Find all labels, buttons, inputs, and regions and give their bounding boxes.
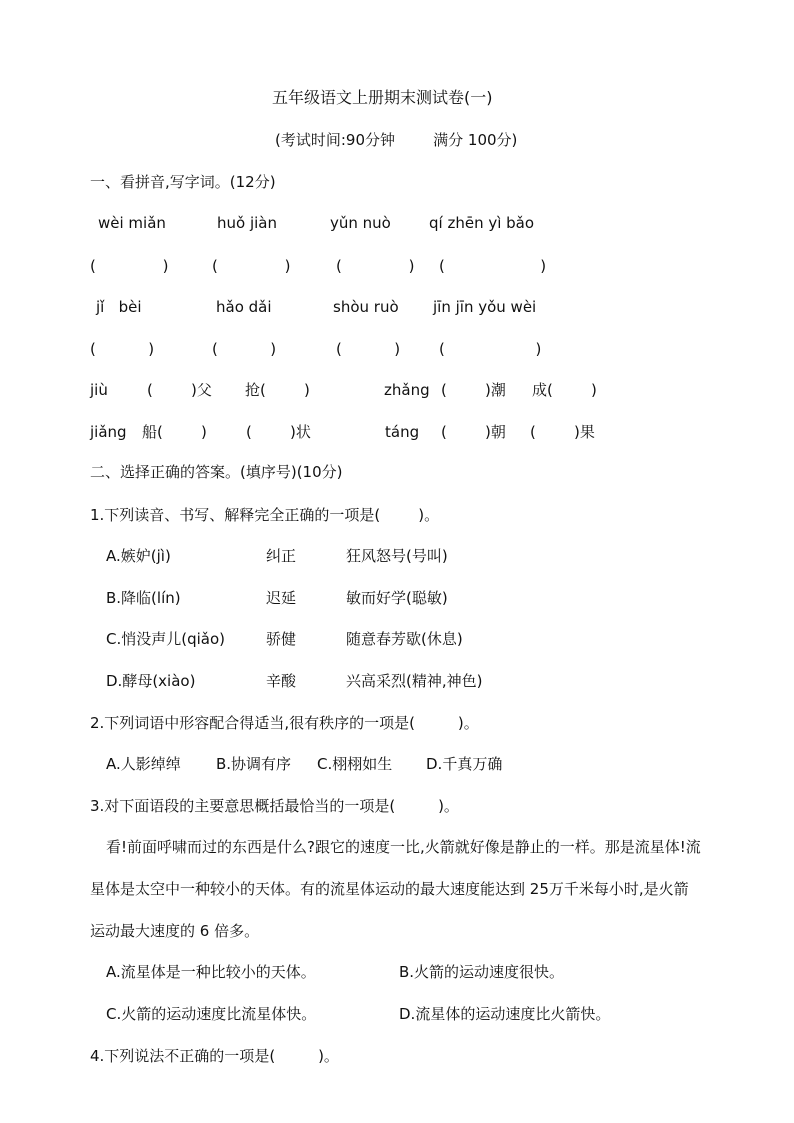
pinyin-item: jǐ bèi (96, 298, 142, 316)
q3-option-c[interactable]: C.火箭的运动速度比流星体快。 (106, 1005, 317, 1023)
answer-blank[interactable]: ( )父 (147, 381, 212, 399)
q1-option-b-idiom: 敏而好学(聪敏) (346, 589, 448, 607)
pinyin-item: wèi miǎn (98, 214, 166, 232)
answer-blank[interactable]: ( )潮 (441, 381, 506, 399)
answer-blank[interactable]: 抢( ) (245, 381, 310, 399)
q3-passage: 看!前面呼啸而过的东西是什么?跟它的速度一比,火箭就好像是静止的一样。那是流星体!流星体是太空中一种较小的天体。有的流星体运动的最大速度能达到 25万千米每小时,是火箭运动最大速度的 6 倍多。 (90, 838, 701, 940)
answer-blank[interactable]: ( ) (336, 257, 415, 275)
answer-blank[interactable]: ( ) (439, 340, 542, 358)
page-subtitle: (考试时间:90分钟 满分 100分) (275, 131, 518, 149)
pinyin-item: hǎo dǎi (216, 298, 272, 316)
q1-option-d-idiom: 兴高采烈(精神,神色) (346, 672, 483, 690)
pinyin-item: jiǎng (90, 423, 127, 441)
answer-blank[interactable]: ( ) (90, 257, 169, 275)
answer-blank[interactable]: ( ) (439, 257, 547, 275)
pinyin-item: jīn jīn yǒu wèi (433, 298, 537, 316)
q1-option-c-idiom: 随意春芳歇(休息) (346, 630, 463, 648)
question-4-stem: 4.下列说法不正确的一项是( )。 (90, 1047, 339, 1065)
question-2-stem: 2.下列词语中形容配合得适当,很有秩序的一项是( )。 (90, 714, 479, 732)
pinyin-item: jiù (90, 381, 108, 399)
q3-option-d[interactable]: D.流星体的运动速度比火箭快。 (399, 1005, 611, 1023)
page-title: 五年级语文上册期末测试卷(一) (272, 88, 493, 107)
q3-option-b[interactable]: B.火箭的运动速度很快。 (399, 963, 565, 981)
answer-blank[interactable]: ( ) (336, 340, 401, 358)
answer-blank[interactable]: ( )果 (530, 423, 595, 441)
answer-blank[interactable]: ( ) (90, 340, 155, 358)
q2-option-b[interactable]: B.协调有序 (216, 755, 292, 773)
answer-blank[interactable]: ( ) (212, 257, 291, 275)
q1-option-c[interactable]: C.悄没声儿(qiǎo) (106, 630, 226, 648)
pinyin-item: yǔn nuò (330, 214, 391, 232)
q1-option-a[interactable]: A.嫉妒(jì) (106, 547, 171, 565)
q2-option-a[interactable]: A.人影绰绰 (106, 755, 181, 773)
pinyin-item: shòu ruò (333, 298, 399, 316)
q3-option-a[interactable]: A.流星体是一种比较小的天体。 (106, 963, 316, 981)
q1-option-d-word: 辛酸 (266, 672, 297, 690)
pinyin-item: qí zhēn yì bǎo (429, 214, 535, 232)
question-3-stem: 3.对下面语段的主要意思概括最恰当的一项是( )。 (90, 797, 459, 815)
pinyin-item: zhǎng (384, 381, 430, 399)
q1-option-a-word: 纠正 (266, 547, 297, 565)
q1-option-b-word: 迟延 (266, 589, 297, 607)
section2-heading: 二、选择正确的答案。(填序号)(10分) (90, 463, 343, 481)
answer-blank[interactable]: ( )朝 (441, 423, 506, 441)
answer-blank[interactable]: ( )状 (246, 423, 311, 441)
pinyin-item: táng (385, 423, 420, 441)
answer-blank[interactable]: 成( ) (532, 381, 597, 399)
q2-option-c[interactable]: C.栩栩如生 (317, 755, 393, 773)
q1-option-c-word: 骄健 (266, 630, 297, 648)
question-1-stem: 1.下列读音、书写、解释完全正确的一项是( )。 (90, 506, 440, 524)
q1-option-b[interactable]: B.降临(lín) (106, 589, 181, 607)
pinyin-item: huǒ jiàn (217, 214, 277, 232)
q1-option-d[interactable]: D.酵母(xiào) (106, 672, 196, 690)
q1-option-a-idiom: 狂风怒号(号叫) (346, 547, 448, 565)
answer-blank[interactable]: 船( ) (142, 423, 207, 441)
section1-heading: 一、看拼音,写字词。(12分) (90, 173, 276, 191)
answer-blank[interactable]: ( ) (212, 340, 277, 358)
q2-option-d[interactable]: D.千真万确 (426, 755, 503, 773)
